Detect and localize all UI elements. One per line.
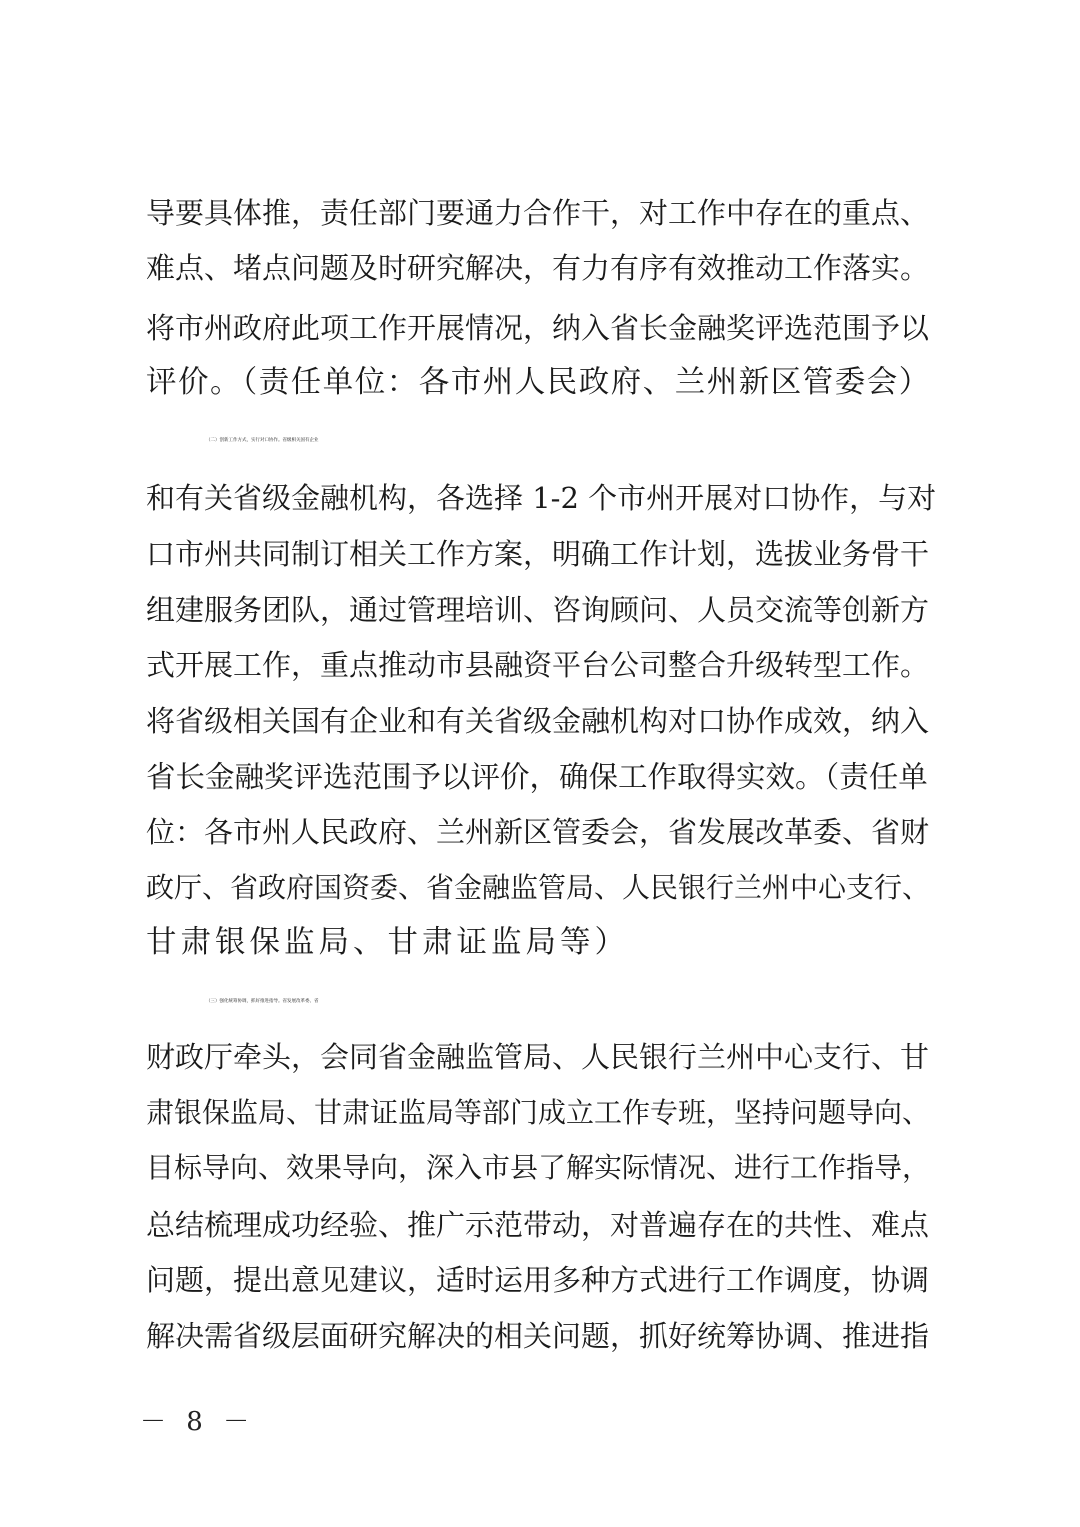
text-line: 肃银保监局、甘肃证监局等部门成立工作专班，坚持问题导向、 bbox=[146, 1096, 931, 1129]
text-line: 评价。（责任单位：各市州人民政府、兰州新区管委会） bbox=[146, 365, 931, 400]
text-line: 口市州共同制订相关工作方案，明确工作计划，选拔业务骨干 bbox=[146, 537, 930, 571]
text-line: 导要具体推，责任部门要通力合作干，对工作中存在的重点、 bbox=[146, 196, 930, 230]
page-number: － 8 － bbox=[140, 1407, 256, 1437]
text-line: 政厅、省政府国资委、省金融监管局、人民银行兰州中心支行、 bbox=[146, 871, 931, 904]
text-line: 省长金融奖评选范围予以评价，确保工作取得实效。（责任单 bbox=[146, 760, 928, 794]
section-heading-line: （三）强化统筹协调，抓好推进指导。省发展改革委、省 bbox=[206, 999, 319, 1004]
text-line: 和有关省级金融机构，各选择 1-2 个市州开展对口协作，与对 bbox=[146, 481, 937, 515]
section-heading-line: （二）创新工作方式，实行对口协作。省级相关国有企业 bbox=[206, 438, 319, 443]
text-line: 总结梳理成功经验、推广示范带动，对普遍存在的共性、难点 bbox=[146, 1208, 930, 1242]
text-line: 难点、堵点问题及时研究解决，有力有序有效推动工作落实。 bbox=[146, 251, 930, 285]
text-line: 甘肃银保监局、甘肃证监局等） bbox=[146, 925, 629, 960]
text-line: 财政厅牵头，会同省金融监管局、人民银行兰州中心支行、甘 bbox=[146, 1040, 930, 1074]
text-line: 式开展工作，重点推动市县融资平台公司整合升级转型工作。 bbox=[146, 648, 930, 682]
text-line: 目标导向、效果导向，深入市县了解实际情况、进行工作指导， bbox=[146, 1151, 931, 1184]
text-line: 位：各市州人民政府、兰州新区管委会，省发展改革委、省财 bbox=[146, 815, 930, 849]
text-line: 解决需省级层面研究解决的相关问题，抓好统筹协调、推进指 bbox=[146, 1319, 930, 1353]
text-line: 将市州政府此项工作开展情况，纳入省长金融奖评选范围予以 bbox=[146, 311, 930, 345]
text-line: 组建服务团队，通过管理培训、咨询顾问、人员交流等创新方 bbox=[146, 593, 930, 627]
text-line: 将省级相关国有企业和有关省级金融机构对口协作成效，纳入 bbox=[146, 704, 930, 738]
text-line: 问题，提出意见建议，适时运用多种方式进行工作调度，协调 bbox=[146, 1263, 930, 1297]
